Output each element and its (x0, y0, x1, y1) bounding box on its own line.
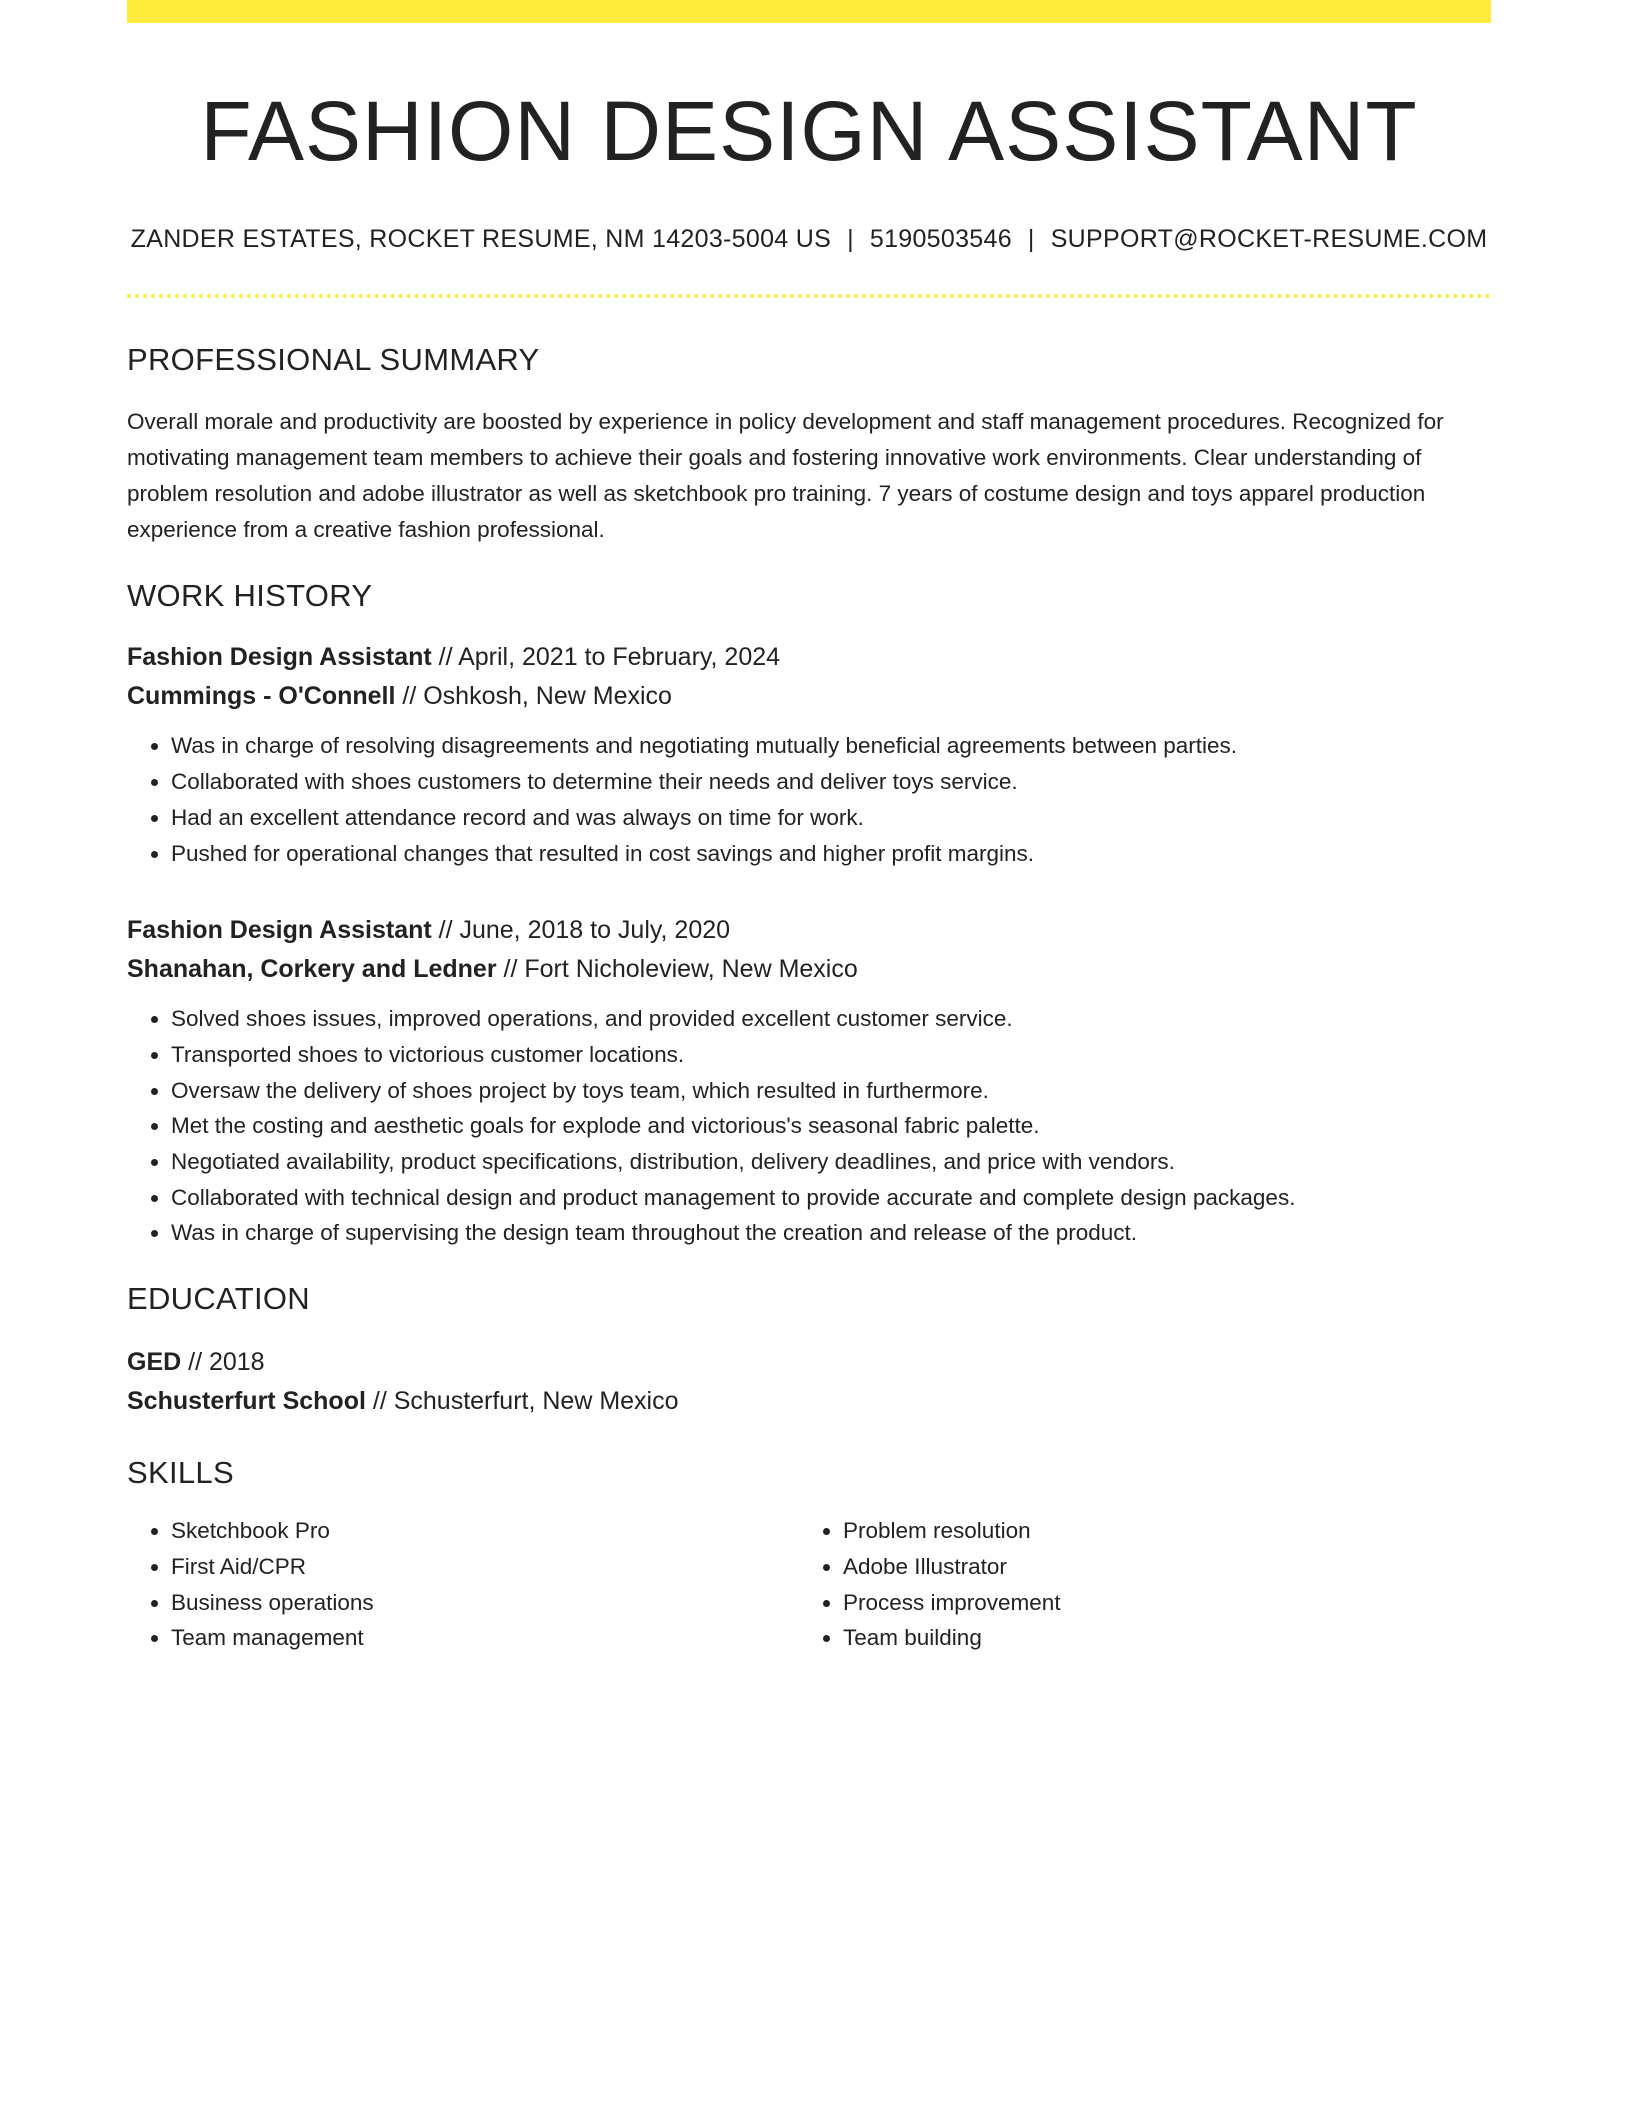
contact-separator: | (1027, 225, 1035, 254)
education-year: // 2018 (181, 1348, 265, 1377)
resume-page (127, 0, 1491, 1656)
skills-grid (127, 1513, 1491, 1656)
job-bullet: • Transported shoes to victorious customer locations. (171, 1037, 1491, 1073)
skills-heading: SKILLS (127, 1455, 234, 1491)
job-bullet: • Met the costing and aesthetic goals for explode and victorious's seasonal fabric palette. (171, 1108, 1491, 1144)
skill-item: • Adobe Illustrator (843, 1549, 1471, 1585)
job-bullet: • Was in charge of resolving disagreements and negotiating mutually beneficial agreements between parties. (171, 728, 1491, 764)
candidate-title: FASHION DESIGN ASSISTANT (200, 84, 1418, 178)
summary-heading: PROFESSIONAL SUMMARY (127, 342, 540, 378)
skill-item: • Problem resolution (843, 1513, 1471, 1549)
education-degree-line (127, 1343, 1491, 1382)
contact-email: SUPPORT@ROCKET-RESUME.COM (1050, 225, 1488, 254)
education-school: Schusterfurt School (127, 1387, 366, 1416)
education-location: // Schusterfurt, New Mexico (365, 1387, 679, 1416)
skill-item: • Process improvement (843, 1585, 1471, 1621)
contact-line (127, 225, 1491, 254)
contact-separator: | (847, 225, 854, 254)
dotted-divider (127, 294, 1491, 298)
education-school-line (127, 1382, 1491, 1421)
job-company-line (127, 677, 1491, 716)
work-history-heading: WORK HISTORY (127, 578, 373, 614)
education-heading: EDUCATION (127, 1281, 310, 1317)
job-company-line (127, 950, 1491, 989)
job-bullet: • Had an excellent attendance record and was always on time for work. (171, 800, 1491, 836)
job-entry (127, 911, 1491, 1251)
job-bullets (127, 1001, 1491, 1251)
skills-column-right (799, 1513, 1471, 1656)
skill-item: • Business operations (171, 1585, 799, 1621)
skill-item: • Team management (171, 1620, 799, 1656)
job-dates: // April, 2021 to February, 2024 (431, 643, 781, 672)
skill-item: • First Aid/CPR (171, 1549, 799, 1585)
job-company: Cummings - O'Connell (127, 682, 396, 711)
job-role-line (127, 638, 1491, 677)
accent-top-bar (127, 0, 1491, 23)
education-degree: GED (127, 1348, 182, 1377)
job-role-line (127, 911, 1491, 950)
skill-item: • Sketchbook Pro (171, 1513, 799, 1549)
job-role: Fashion Design Assistant (127, 643, 432, 672)
job-role: Fashion Design Assistant (127, 916, 432, 945)
job-location: // Oshkosh, New Mexico (395, 682, 672, 711)
job-bullet: • Negotiated availability, product specifications, distribution, delivery deadlines, and price with vendors. (171, 1144, 1491, 1180)
job-entry (127, 638, 1491, 871)
job-bullet: • Pushed for operational changes that resulted in cost savings and higher profit margins. (171, 836, 1491, 872)
skill-item: • Team building (843, 1620, 1471, 1656)
contact-address: ZANDER ESTATES, ROCKET RESUME, NM 14203-5004 US (130, 225, 832, 254)
job-bullet: • Oversaw the delivery of shoes project by toys team, which resulted in furthermore. (171, 1073, 1491, 1109)
education-entry (127, 1343, 1491, 1421)
contact-phone: 5190503546 (869, 225, 1012, 254)
job-dates: // June, 2018 to July, 2020 (431, 916, 731, 945)
job-location: // Fort Nicholeview, New Mexico (496, 955, 858, 984)
job-bullet: • Collaborated with technical design and product management to provide accurate and complete design packages. (171, 1180, 1491, 1216)
job-bullet: • Solved shoes issues, improved operations, and provided excellent customer service. (171, 1001, 1491, 1037)
job-bullets (127, 728, 1491, 871)
skills-column-left (127, 1513, 799, 1656)
summary-text: Overall morale and productivity are boosted by experience in policy development and staff management procedures. Recognized for motivating management team members to achieve their goals and fostering innovative work environments. Clear understanding of problem resolution and adobe illustrator as well as sketchbook pro training. 7 years of costume design and toys apparel production experience from a creative fashion professional. (127, 409, 1444, 543)
job-bullet: • Collaborated with shoes customers to determine their needs and deliver toys service. (171, 764, 1491, 800)
job-company: Shanahan, Corkery and Ledner (127, 955, 497, 984)
job-bullet: • Was in charge of supervising the design team throughout the creation and release of the product. (171, 1215, 1491, 1251)
